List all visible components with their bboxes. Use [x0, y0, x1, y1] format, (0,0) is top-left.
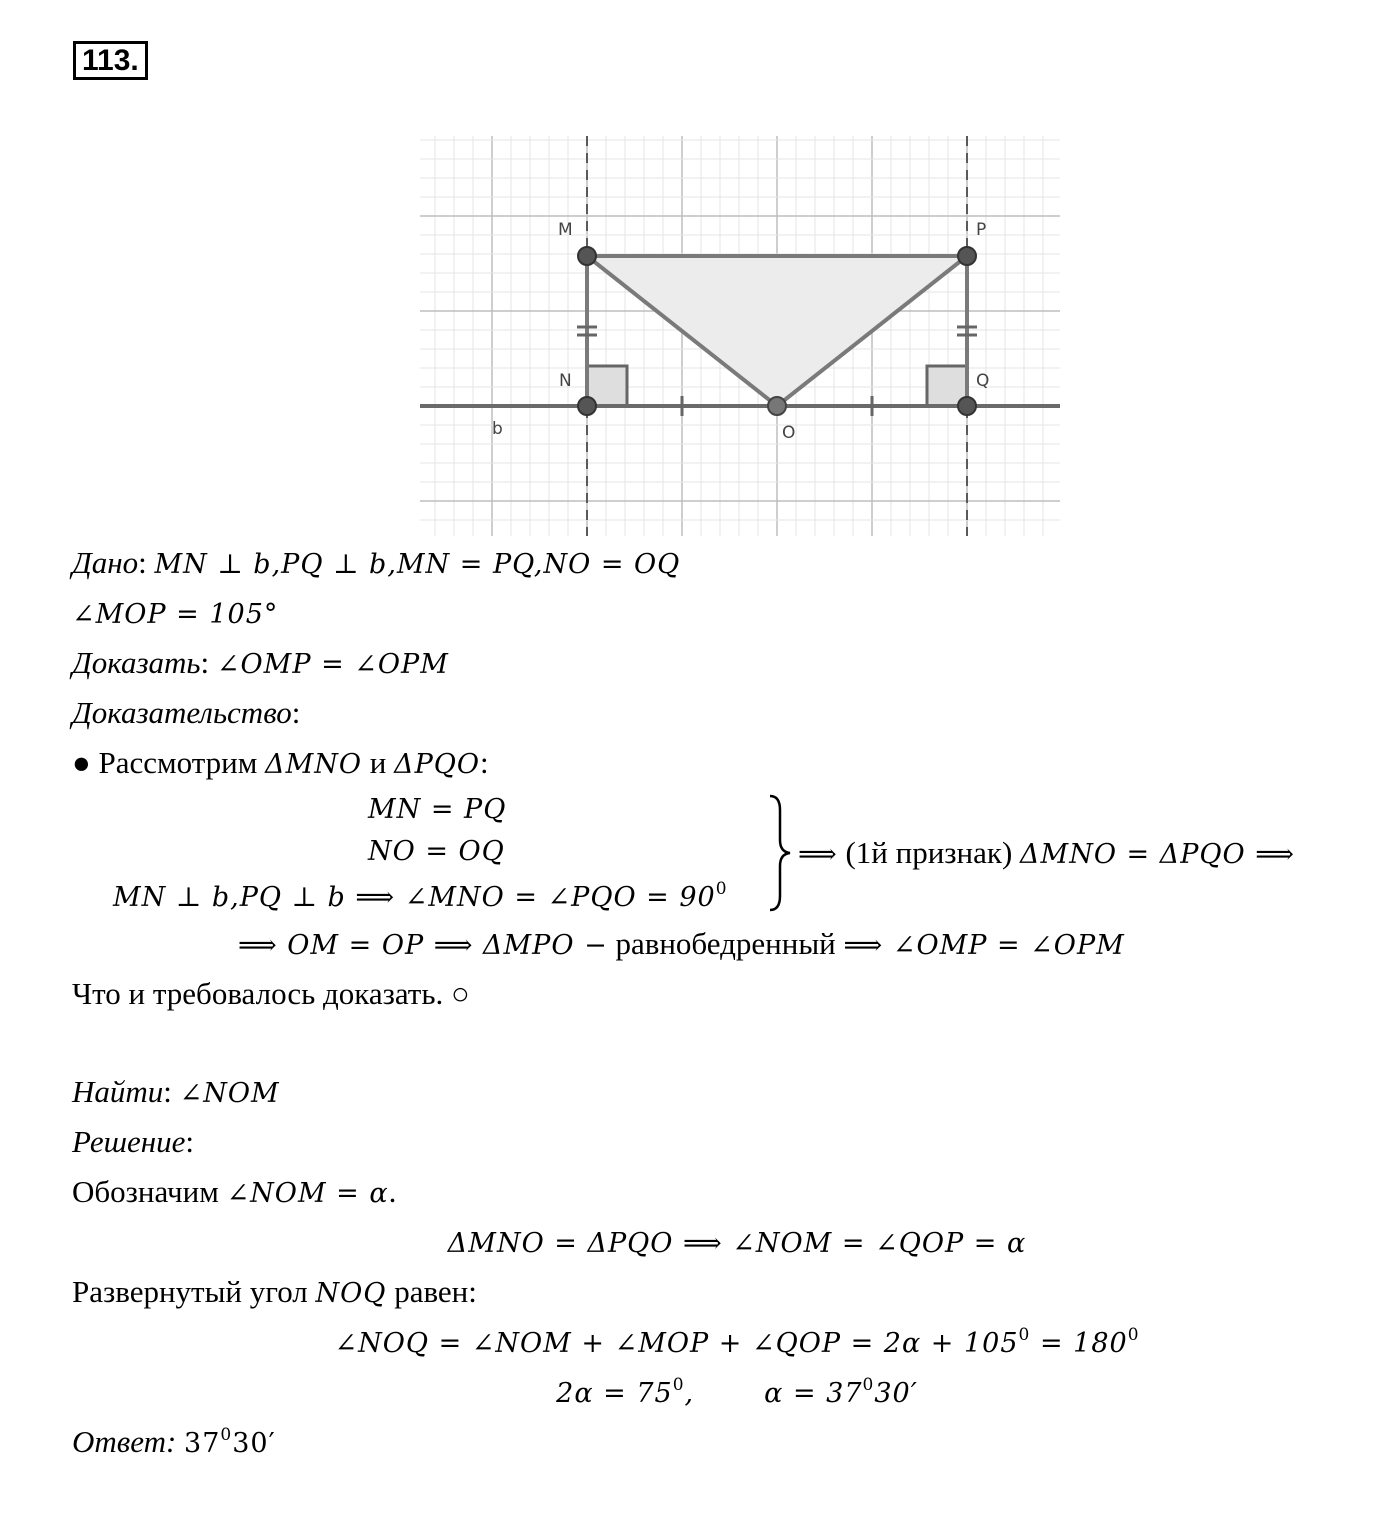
- solution-label: Решение: [72, 1124, 186, 1159]
- find-label: Найти: [72, 1074, 164, 1109]
- equation-3-degree-c: 0: [862, 1375, 875, 1395]
- equation-3-part-d: 30′: [874, 1378, 918, 1409]
- denote-end: .: [388, 1174, 397, 1209]
- straight-angle-line: [72, 1272, 477, 1314]
- angle-given-line: [72, 593, 278, 635]
- equation-3-degree-a: 0: [672, 1375, 685, 1395]
- system-line-1-math: MN = PQ: [368, 794, 507, 825]
- equation-2-degree-b: 0: [1127, 1325, 1140, 1345]
- proof-sep: :: [291, 695, 301, 730]
- proof-heading: [72, 693, 300, 733]
- denote-line: [72, 1172, 396, 1214]
- denote-math: ∠NOM = α: [226, 1178, 389, 1209]
- implies-math-2: ⟹ ∠OMP = ∠OPM: [843, 930, 1125, 961]
- equation-3-math: [556, 1375, 918, 1409]
- consider-colon: :: [480, 745, 489, 780]
- consider-triangle-1: ΔMNO: [265, 749, 363, 780]
- qed-line: Что и требовалось доказать. ○: [72, 976, 470, 1011]
- answer-degree-sign: 0: [220, 1425, 233, 1445]
- equation-3-comma: ,: [684, 1378, 695, 1409]
- answer-label: Ответ:: [72, 1424, 177, 1459]
- label-n: N: [559, 371, 572, 391]
- consider-text: Рассмотрим: [98, 745, 258, 780]
- equation-2-math: [334, 1325, 1140, 1359]
- system-line-2: [368, 830, 505, 872]
- solution-sep: :: [185, 1124, 194, 1159]
- answer-minutes: 30′: [232, 1428, 276, 1459]
- equation-2-degree-a: 0: [1018, 1325, 1031, 1345]
- system-result: [798, 833, 1295, 875]
- equation-2: [334, 1322, 1139, 1364]
- consider-triangle-2: ΔPQO: [394, 749, 481, 780]
- prove-sep: :: [200, 645, 210, 680]
- point-q: [958, 397, 976, 415]
- answer-value: [184, 1425, 276, 1459]
- system-result-text: (1й признак): [845, 835, 1013, 870]
- system-result-arrow: ⟹: [798, 839, 838, 870]
- equation-1-math: ΔMNO = ΔPQO ⟹ ∠NOM = ∠QOP = α: [447, 1228, 1027, 1259]
- system-line-3: [113, 876, 728, 918]
- given-math: MN ⊥ b,PQ ⊥ b,MN = PQ,NO = OQ: [154, 549, 681, 580]
- system-line-3-math: [113, 879, 728, 913]
- equation-2-part-a: ∠NOQ = ∠NOM + ∠MOP + ∠QOP = 2α + 105: [334, 1328, 1019, 1359]
- problem-number: 113.: [73, 41, 148, 80]
- implies-math-1: ⟹ OM = OP ⟹ ΔMPO −: [238, 930, 608, 961]
- label-b: b: [492, 419, 503, 439]
- system-line-3-degree: 0: [715, 879, 728, 899]
- label-q: Q: [976, 371, 990, 391]
- given-label: Дано: [72, 545, 139, 580]
- system-result-math: ΔMNO = ΔPQO ⟹: [1020, 839, 1295, 870]
- equation-2-part-b: = 180: [1030, 1328, 1128, 1359]
- equation-3-part-c: α = 37: [764, 1378, 863, 1409]
- system-line-2-math: NO = OQ: [368, 836, 505, 867]
- system-brace: [768, 794, 792, 912]
- point-o: [768, 397, 786, 415]
- find-math: ∠NOM: [179, 1078, 280, 1109]
- label-m: M: [558, 220, 573, 240]
- implies-word: равнобедренный: [615, 926, 836, 961]
- prove-label: Доказать: [72, 645, 201, 680]
- denote-text: Обозначим: [72, 1174, 219, 1209]
- equation-3: [556, 1372, 918, 1414]
- system-line-1: [368, 788, 506, 830]
- prove-math: ∠OMP = ∠OPM: [216, 649, 449, 680]
- equation-3-part-a: 2α = 75: [556, 1378, 673, 1409]
- consider-and: и: [369, 745, 387, 780]
- straight-angle-text-1: Развернутый угол: [72, 1274, 308, 1309]
- implies-line: [238, 924, 1125, 966]
- label-p: P: [976, 220, 987, 240]
- find-sep: :: [163, 1074, 172, 1109]
- prove-line: [72, 643, 449, 685]
- point-m: [578, 247, 596, 265]
- solution-heading: [72, 1122, 194, 1162]
- equation-1: [448, 1222, 1026, 1264]
- proof-label: Доказательство: [72, 695, 292, 730]
- answer-line: [72, 1422, 276, 1464]
- system-line-3-text: MN ⊥ b,PQ ⊥ b ⟹ ∠MNO = ∠PQO = 90: [113, 882, 716, 913]
- given-line: [72, 543, 680, 585]
- given-sep: :: [138, 545, 147, 580]
- bullet: ●: [72, 745, 91, 780]
- geometry-figure: [420, 136, 1060, 536]
- straight-angle-math: NOQ: [315, 1278, 387, 1309]
- angle-given-math: ∠MOP = 105°: [72, 599, 279, 630]
- consider-line: [72, 743, 489, 785]
- label-o: O: [782, 423, 796, 443]
- straight-angle-text-2: равен:: [394, 1274, 477, 1309]
- point-n: [578, 397, 596, 415]
- answer-degrees: 37: [184, 1428, 221, 1459]
- find-line: [72, 1072, 280, 1114]
- point-p: [958, 247, 976, 265]
